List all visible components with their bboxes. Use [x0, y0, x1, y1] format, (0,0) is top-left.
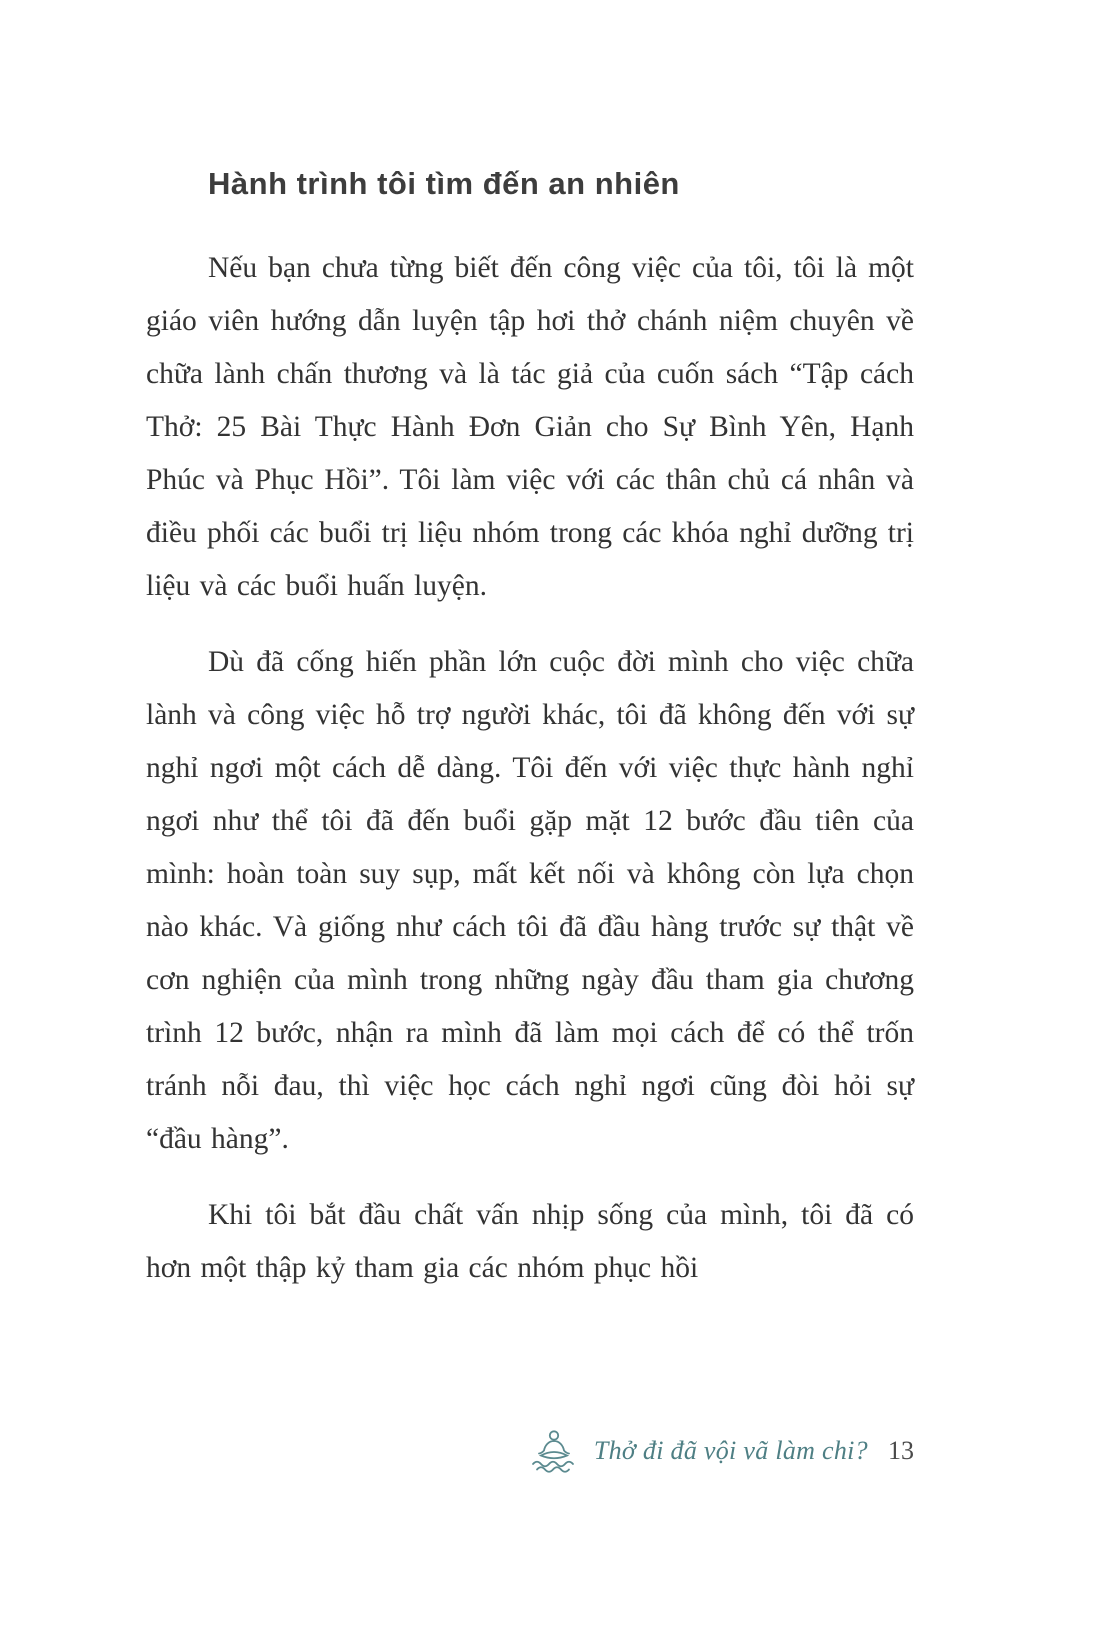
footer-tagline: Thở đi đã vội vã làm chi?	[593, 1436, 868, 1465]
page-content	[146, 166, 914, 1318]
paragraph: Nếu bạn chưa từng biết đến công việc của tôi, tôi là một giáo viên hướng dẫn luyện tập hơi thở chánh niệm chuyên về chữa lành chấn thương và là tác giả của cuốn sách “Tập cách Thở: 25 Bài Thực Hành Đơn Giản cho Sự Bình Yên, Hạnh Phúc và Phục Hồi”. Tôi làm việc với các thân chủ cá nhân và điều phối các buổi trị liệu nhóm trong các khóa nghỉ dưỡng trị liệu và các buổi huấn luyện.	[146, 252, 914, 602]
paragraph: Khi tôi bắt đầu chất vấn nhịp sống của mình, tôi đã có hơn một thập kỷ tham gia các nhóm phục hồi	[146, 1199, 914, 1284]
page-footer	[528, 1428, 914, 1474]
paragraph: Dù đã cống hiến phần lớn cuộc đời mình cho việc chữa lành và công việc hỗ trợ người khác, tôi đã không đến với sự nghỉ ngơi một cách dễ dàng. Tôi đến với việc thực hành nghỉ ngơi như thể tôi đã đến buổi gặp mặt 12 bước đầu tiên của mình: hoàn toàn suy sụp, mất kết nối và không còn lựa chọn nào khác. Và giống như cách tôi đã đầu hàng trước sự thật về cơn nghiện của mình trong những ngày đầu tham gia chương trình 12 bước, nhận ra mình đã làm mọi cách để có thể trốn tránh nỗi đau, thì việc học cách nghỉ ngơi cũng đòi hỏi sự “đầu hàng”.	[146, 646, 914, 1155]
meditation-icon	[528, 1428, 580, 1474]
page-number: 13	[888, 1436, 914, 1465]
chapter-heading: Hành trình tôi tìm đến an nhiên	[208, 166, 680, 201]
